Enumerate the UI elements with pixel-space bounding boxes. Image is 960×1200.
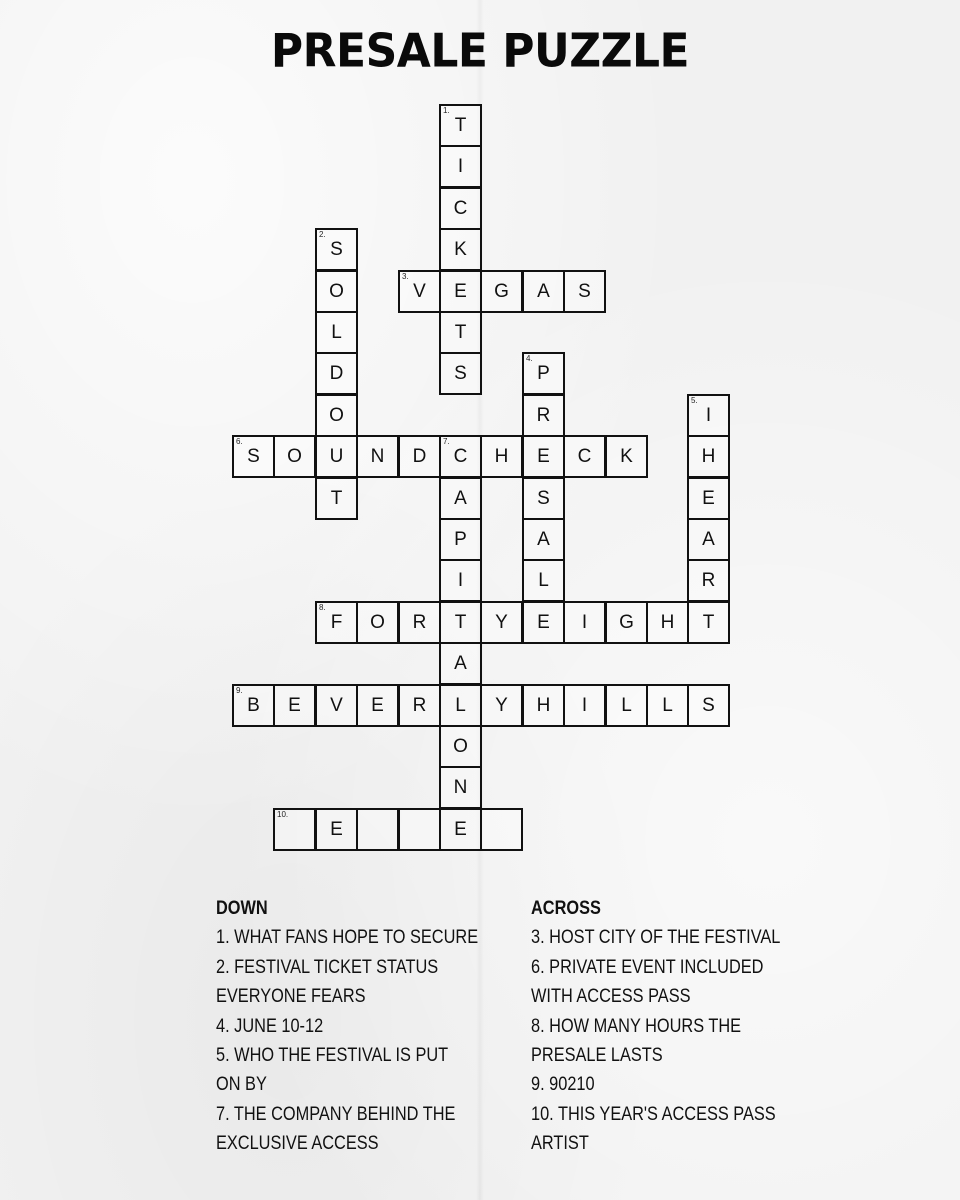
grid-cell[interactable] xyxy=(315,684,358,727)
grid-cell[interactable] xyxy=(439,684,482,727)
grid-cell[interactable] xyxy=(315,601,358,644)
across-clue-line: 8. HOW MANY HOURS THE xyxy=(531,1015,742,1037)
cell-letter: A xyxy=(537,280,550,302)
cell-letter: R xyxy=(701,569,716,591)
cell-letter: R xyxy=(536,404,551,426)
grid-cell[interactable] xyxy=(398,684,441,727)
grid-cell[interactable] xyxy=(522,270,565,313)
cell-letter: O xyxy=(329,404,344,426)
cell-letter: L xyxy=(455,694,466,716)
cell-letter: C xyxy=(453,445,468,467)
cell-letter: H xyxy=(701,445,716,467)
grid-cell[interactable] xyxy=(522,394,565,437)
cell-letter: K xyxy=(620,445,633,467)
cell-letter xyxy=(482,810,521,849)
clue-number: 1. xyxy=(443,106,450,115)
cell-letter: R xyxy=(412,694,427,716)
grid-cell[interactable] xyxy=(522,518,565,561)
cell-letter: O xyxy=(370,611,385,633)
cell-letter: Y xyxy=(495,694,508,716)
grid-cell[interactable] xyxy=(356,435,399,478)
grid-cell[interactable] xyxy=(398,601,441,644)
cell-letter xyxy=(400,810,439,849)
grid-cell[interactable] xyxy=(480,270,523,313)
across-header: ACROSS xyxy=(531,898,601,919)
cell-letter: T xyxy=(454,114,467,136)
grid-cell[interactable] xyxy=(563,684,606,727)
puzzle-title: PRESALE PUZZLE xyxy=(270,24,690,79)
grid-cell[interactable] xyxy=(356,601,399,644)
grid-cell[interactable] xyxy=(315,435,358,478)
grid-cell[interactable] xyxy=(563,435,606,478)
grid-cell[interactable] xyxy=(439,766,482,809)
grid-cell[interactable] xyxy=(273,808,316,851)
cell-letter: S xyxy=(578,280,591,302)
grid-cell[interactable] xyxy=(687,477,730,520)
cell-letter: C xyxy=(453,197,468,219)
grid-cell[interactable] xyxy=(522,684,565,727)
cell-letter: T xyxy=(454,321,467,343)
grid-cell[interactable] xyxy=(480,684,523,727)
cell-letter: P xyxy=(454,528,467,550)
cell-letter: A xyxy=(537,528,550,550)
cell-letter: G xyxy=(619,611,634,633)
grid-cell[interactable] xyxy=(646,601,689,644)
down-clue-line: 1. WHAT FANS HOPE TO SECURE xyxy=(216,927,479,949)
cell-letter: D xyxy=(329,362,344,384)
grid-cell[interactable] xyxy=(687,559,730,602)
grid-cell[interactable] xyxy=(315,808,358,851)
grid-cell[interactable] xyxy=(522,601,565,644)
cell-letter xyxy=(275,810,314,849)
cell-letter: E xyxy=(537,445,550,467)
grid-cell[interactable] xyxy=(605,684,648,727)
cell-letter: S xyxy=(454,362,467,384)
cell-letter: E xyxy=(371,694,384,716)
cell-letter: V xyxy=(330,694,343,716)
grid-cell[interactable] xyxy=(232,435,275,478)
down-header: DOWN xyxy=(216,898,268,919)
cell-letter: A xyxy=(454,487,467,509)
grid-cell[interactable] xyxy=(315,228,358,271)
grid-cell[interactable] xyxy=(687,601,730,644)
grid-cell[interactable] xyxy=(439,518,482,561)
grid-cell[interactable] xyxy=(273,684,316,727)
across-clue-line: WITH ACCESS PASS xyxy=(531,986,691,1008)
grid-cell[interactable] xyxy=(439,187,482,230)
cell-letter: P xyxy=(537,362,550,384)
cell-letter: D xyxy=(412,445,427,467)
down-clue-line: EVERYONE FEARS xyxy=(216,986,366,1008)
down-clue-line: ON BY xyxy=(216,1074,267,1096)
grid-cell[interactable] xyxy=(439,311,482,354)
down-clue-line: 5. WHO THE FESTIVAL IS PUT xyxy=(216,1045,449,1067)
cell-letter: L xyxy=(662,694,673,716)
clue-number: 7. xyxy=(443,437,450,446)
grid-cell[interactable] xyxy=(398,270,441,313)
grid-cell[interactable] xyxy=(356,808,399,851)
grid-cell[interactable] xyxy=(605,435,648,478)
cell-letter: S xyxy=(247,445,260,467)
grid-cell[interactable] xyxy=(522,435,565,478)
cell-letter: N xyxy=(453,776,468,798)
grid-cell[interactable] xyxy=(687,435,730,478)
cell-letter: I xyxy=(457,569,464,591)
down-clue-line: 2. FESTIVAL TICKET STATUS xyxy=(216,956,439,978)
cell-letter: K xyxy=(454,238,467,260)
cell-letter: T xyxy=(454,611,467,633)
grid-cell[interactable] xyxy=(522,559,565,602)
clue-number: 3. xyxy=(402,272,409,281)
cell-letter: E xyxy=(454,818,467,840)
grid-cell[interactable] xyxy=(687,684,730,727)
grid-cell[interactable] xyxy=(439,808,482,851)
grid-cell[interactable] xyxy=(439,352,482,395)
grid-cell[interactable] xyxy=(439,725,482,768)
grid-cell[interactable] xyxy=(315,352,358,395)
grid-cell[interactable] xyxy=(480,435,523,478)
cell-letter: T xyxy=(702,611,715,633)
grid-cell[interactable] xyxy=(315,311,358,354)
cell-letter: E xyxy=(288,694,301,716)
clue-number: 6. xyxy=(236,437,243,446)
cell-letter: C xyxy=(577,445,592,467)
cell-letter: F xyxy=(330,611,343,633)
clue-number: 5. xyxy=(691,396,698,405)
down-clue-line: EXCLUSIVE ACCESS xyxy=(216,1133,379,1155)
grid-cell[interactable] xyxy=(439,559,482,602)
grid-cell[interactable] xyxy=(563,601,606,644)
cell-letter: H xyxy=(494,445,509,467)
cell-letter: V xyxy=(413,280,426,302)
cell-letter: E xyxy=(454,280,467,302)
across-clue-line: 3. HOST CITY OF THE FESTIVAL xyxy=(531,927,781,949)
clue-number: 9. xyxy=(236,686,243,695)
cell-letter: N xyxy=(370,445,385,467)
grid-cell[interactable] xyxy=(398,808,441,851)
grid-cell[interactable] xyxy=(522,352,565,395)
cell-letter: A xyxy=(702,528,715,550)
across-clues xyxy=(531,894,806,1159)
grid-cell[interactable] xyxy=(480,808,523,851)
cell-letter: I xyxy=(705,404,712,426)
grid-cell[interactable] xyxy=(315,270,358,313)
grid-cell[interactable] xyxy=(439,228,482,271)
across-clue-line: ARTIST xyxy=(531,1133,589,1155)
cell-letter xyxy=(358,810,397,849)
across-clue-line: 10. THIS YEAR'S ACCESS PASS xyxy=(531,1103,776,1125)
cell-letter: L xyxy=(331,321,342,343)
grid-cell[interactable] xyxy=(439,104,482,147)
cell-letter: Y xyxy=(495,611,508,633)
down-clues xyxy=(216,894,491,1159)
cell-letter: I xyxy=(581,694,588,716)
cell-letter: G xyxy=(494,280,509,302)
clue-number: 10. xyxy=(277,810,289,819)
grid-cell[interactable] xyxy=(522,477,565,520)
down-clue-line: 4. JUNE 10-12 xyxy=(216,1015,324,1037)
cell-letter: R xyxy=(412,611,427,633)
grid-cell[interactable] xyxy=(563,270,606,313)
grid-cell[interactable] xyxy=(439,477,482,520)
cell-letter: S xyxy=(330,238,343,260)
cell-letter: I xyxy=(581,611,588,633)
cell-letter: E xyxy=(330,818,343,840)
grid-cell[interactable] xyxy=(315,394,358,437)
cell-letter: L xyxy=(621,694,632,716)
grid-cell[interactable] xyxy=(439,601,482,644)
down-clue-line: 7. THE COMPANY BEHIND THE xyxy=(216,1103,456,1125)
cell-letter: H xyxy=(536,694,551,716)
cell-letter: E xyxy=(537,611,550,633)
cell-letter: B xyxy=(247,694,260,716)
clue-number: 8. xyxy=(319,603,326,612)
grid-cell[interactable] xyxy=(605,601,648,644)
cell-letter: O xyxy=(329,280,344,302)
grid-cell[interactable] xyxy=(315,477,358,520)
cell-letter: A xyxy=(454,652,467,674)
cell-letter: L xyxy=(538,569,549,591)
clue-number: 4. xyxy=(526,354,533,363)
across-clue-line: PRESALE LASTS xyxy=(531,1045,663,1067)
grid-cell[interactable] xyxy=(439,145,482,188)
clue-number: 2. xyxy=(319,230,326,239)
cell-letter: I xyxy=(457,155,464,177)
across-clue-line: 6. PRIVATE EVENT INCLUDED xyxy=(531,956,764,978)
cell-letter: T xyxy=(330,487,343,509)
grid-cell[interactable] xyxy=(439,435,482,478)
cell-letter: E xyxy=(702,487,715,509)
grid-cell[interactable] xyxy=(439,270,482,313)
grid-cell[interactable] xyxy=(646,684,689,727)
grid-cell[interactable] xyxy=(687,518,730,561)
cell-letter: O xyxy=(453,735,468,757)
grid-cell[interactable] xyxy=(439,642,482,685)
across-clue-line: 9. 90210 xyxy=(531,1074,595,1096)
grid-cell[interactable] xyxy=(687,394,730,437)
cell-letter: U xyxy=(329,445,344,467)
cell-letter: S xyxy=(702,694,715,716)
grid-cell[interactable] xyxy=(356,684,399,727)
grid-cell[interactable] xyxy=(480,601,523,644)
grid-cell[interactable] xyxy=(398,435,441,478)
grid-cell[interactable] xyxy=(232,684,275,727)
cell-letter: O xyxy=(287,445,302,467)
grid-cell[interactable] xyxy=(273,435,316,478)
cell-letter: S xyxy=(537,487,550,509)
cell-letter: H xyxy=(660,611,675,633)
